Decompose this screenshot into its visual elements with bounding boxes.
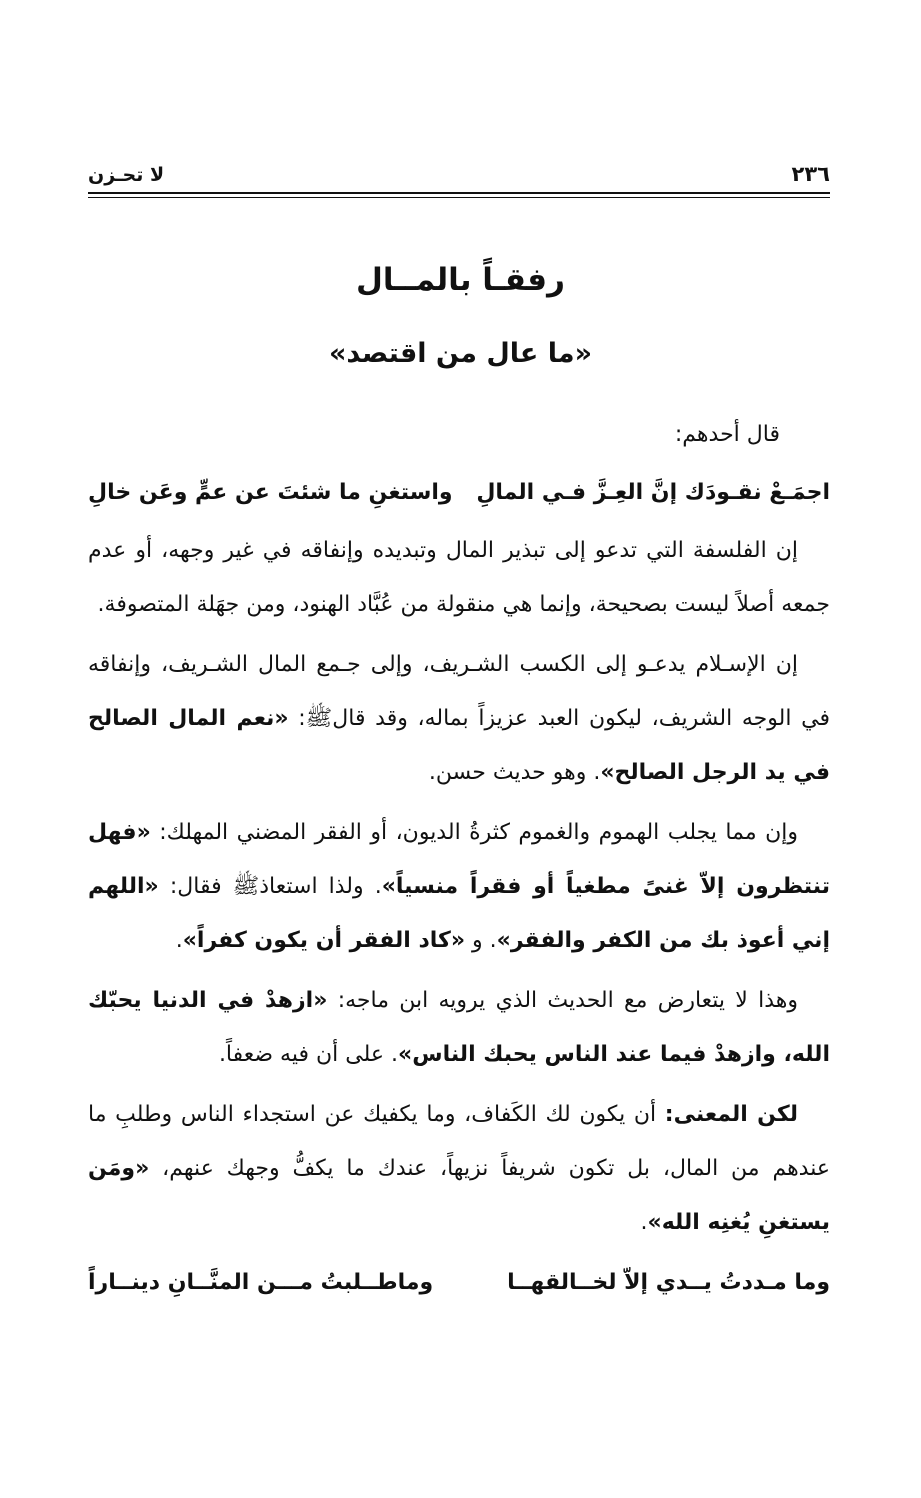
hadith-quote-3: «ومَن يستغنِ يُغنِه الله» — [88, 1156, 830, 1235]
verse-1-second-hemistich: واستغنِ ما شئتَ عن عمٍّ وعَن خالِ — [88, 480, 453, 505]
paragraph-3-mid2: . و — [465, 928, 497, 953]
book-title: لا تحـزن — [88, 164, 165, 186]
verse-1-first-hemistich: اجمَـعْ نقـودَك إنَّ العِـزَّ فـي المالِ — [476, 480, 830, 505]
paragraph-5-lead: لكن المعنى: — [664, 1102, 798, 1127]
page-number: ٢٣٦ — [791, 162, 830, 186]
chapter-title: رفقـاً بالمــال — [356, 262, 565, 298]
paragraph-5-text: أن يكون لك الكَفاف، وما يكفيك عن استجداء الناس وطلبِ ما عندهم من المال، بل تكون شريفاً نزيهاً، عندك ما يكفُّ وجهك عنهم، — [88, 1102, 830, 1181]
paragraph-4-text: وهذا لا يتعارض مع الحديث الذي يرويه ابن ماجه: — [327, 988, 798, 1013]
paragraph-1: إن الفلسفة التي تدعو إلى تبذير المال وتبديده وإنفاقه في غير وجهه، أو عدم جمعه أصلاً ليست بصحيحة، وإنما هي منقولة من عُبَّاد الهنود، ومن جهَلة المتصوفة. — [88, 538, 830, 617]
hadith-quote-2: «ازهدْ في الدنيا يحبّك الله، وازهدْ فيما عند الناس يحبك الناس» — [88, 988, 830, 1067]
paragraph-5-tail: . — [640, 1210, 648, 1235]
saying-quote: «كاد الفقر أن يكون كفراً» — [182, 928, 466, 953]
header-rule-thin — [88, 197, 830, 198]
verse-line-2 — [88, 1256, 830, 1310]
paragraph-3-mid: . ولذا استعاذﷺ فقال: — [158, 874, 382, 899]
paragraph-3-text: وإن مما يجلب الهموم والغموم كثرةُ الديون، أو الفقر المضني المهلك: — [150, 820, 798, 845]
dua-quote: «اللهم إني أعوذ بك من الكفر والفقر» — [88, 874, 830, 953]
paragraph-3-tail: . — [175, 928, 183, 953]
paragraph-4 — [88, 974, 830, 1082]
body-text — [88, 408, 830, 1314]
running-header — [88, 158, 830, 186]
paragraph-4-tail: . على أن فيه ضعفاً. — [218, 1042, 398, 1067]
paragraph-5 — [88, 1088, 830, 1250]
intro-line: قال أحدهم: — [674, 422, 780, 447]
hadith-quote: «نعم المال الصالح في يد الرجل الصالح» — [88, 706, 830, 785]
paragraph-2-text: إن الإسـلام يدعـو إلى الكسب الشـريف، وإلى جـمع المال الشـريف، وإنفاقه في الوجه الشريف، ليكون العبد عزيزاً بماله، وقد قالﷺ: — [88, 652, 830, 731]
paragraph-2-tail: . وهو حديث حسن. — [428, 760, 601, 785]
verse-line-1 — [88, 466, 830, 520]
header-rule-thick — [88, 192, 830, 194]
verse-2-second-hemistich: وماطــلبتُ مـــن المنَّــانِ دينــاراً — [88, 1270, 434, 1295]
verse-2-first-hemistich: وما مـددتُ يــدي إلاّ لخــالقهــا — [507, 1270, 830, 1295]
chapter-subtitle: «ما عال من اقتصد» — [328, 338, 593, 369]
quran-quote: «فهل تنتظرون إلاّ غنىً مطغياً أو فقراً منسياً» — [88, 820, 830, 899]
paragraph-3 — [88, 806, 830, 968]
paragraph-2 — [88, 638, 830, 800]
